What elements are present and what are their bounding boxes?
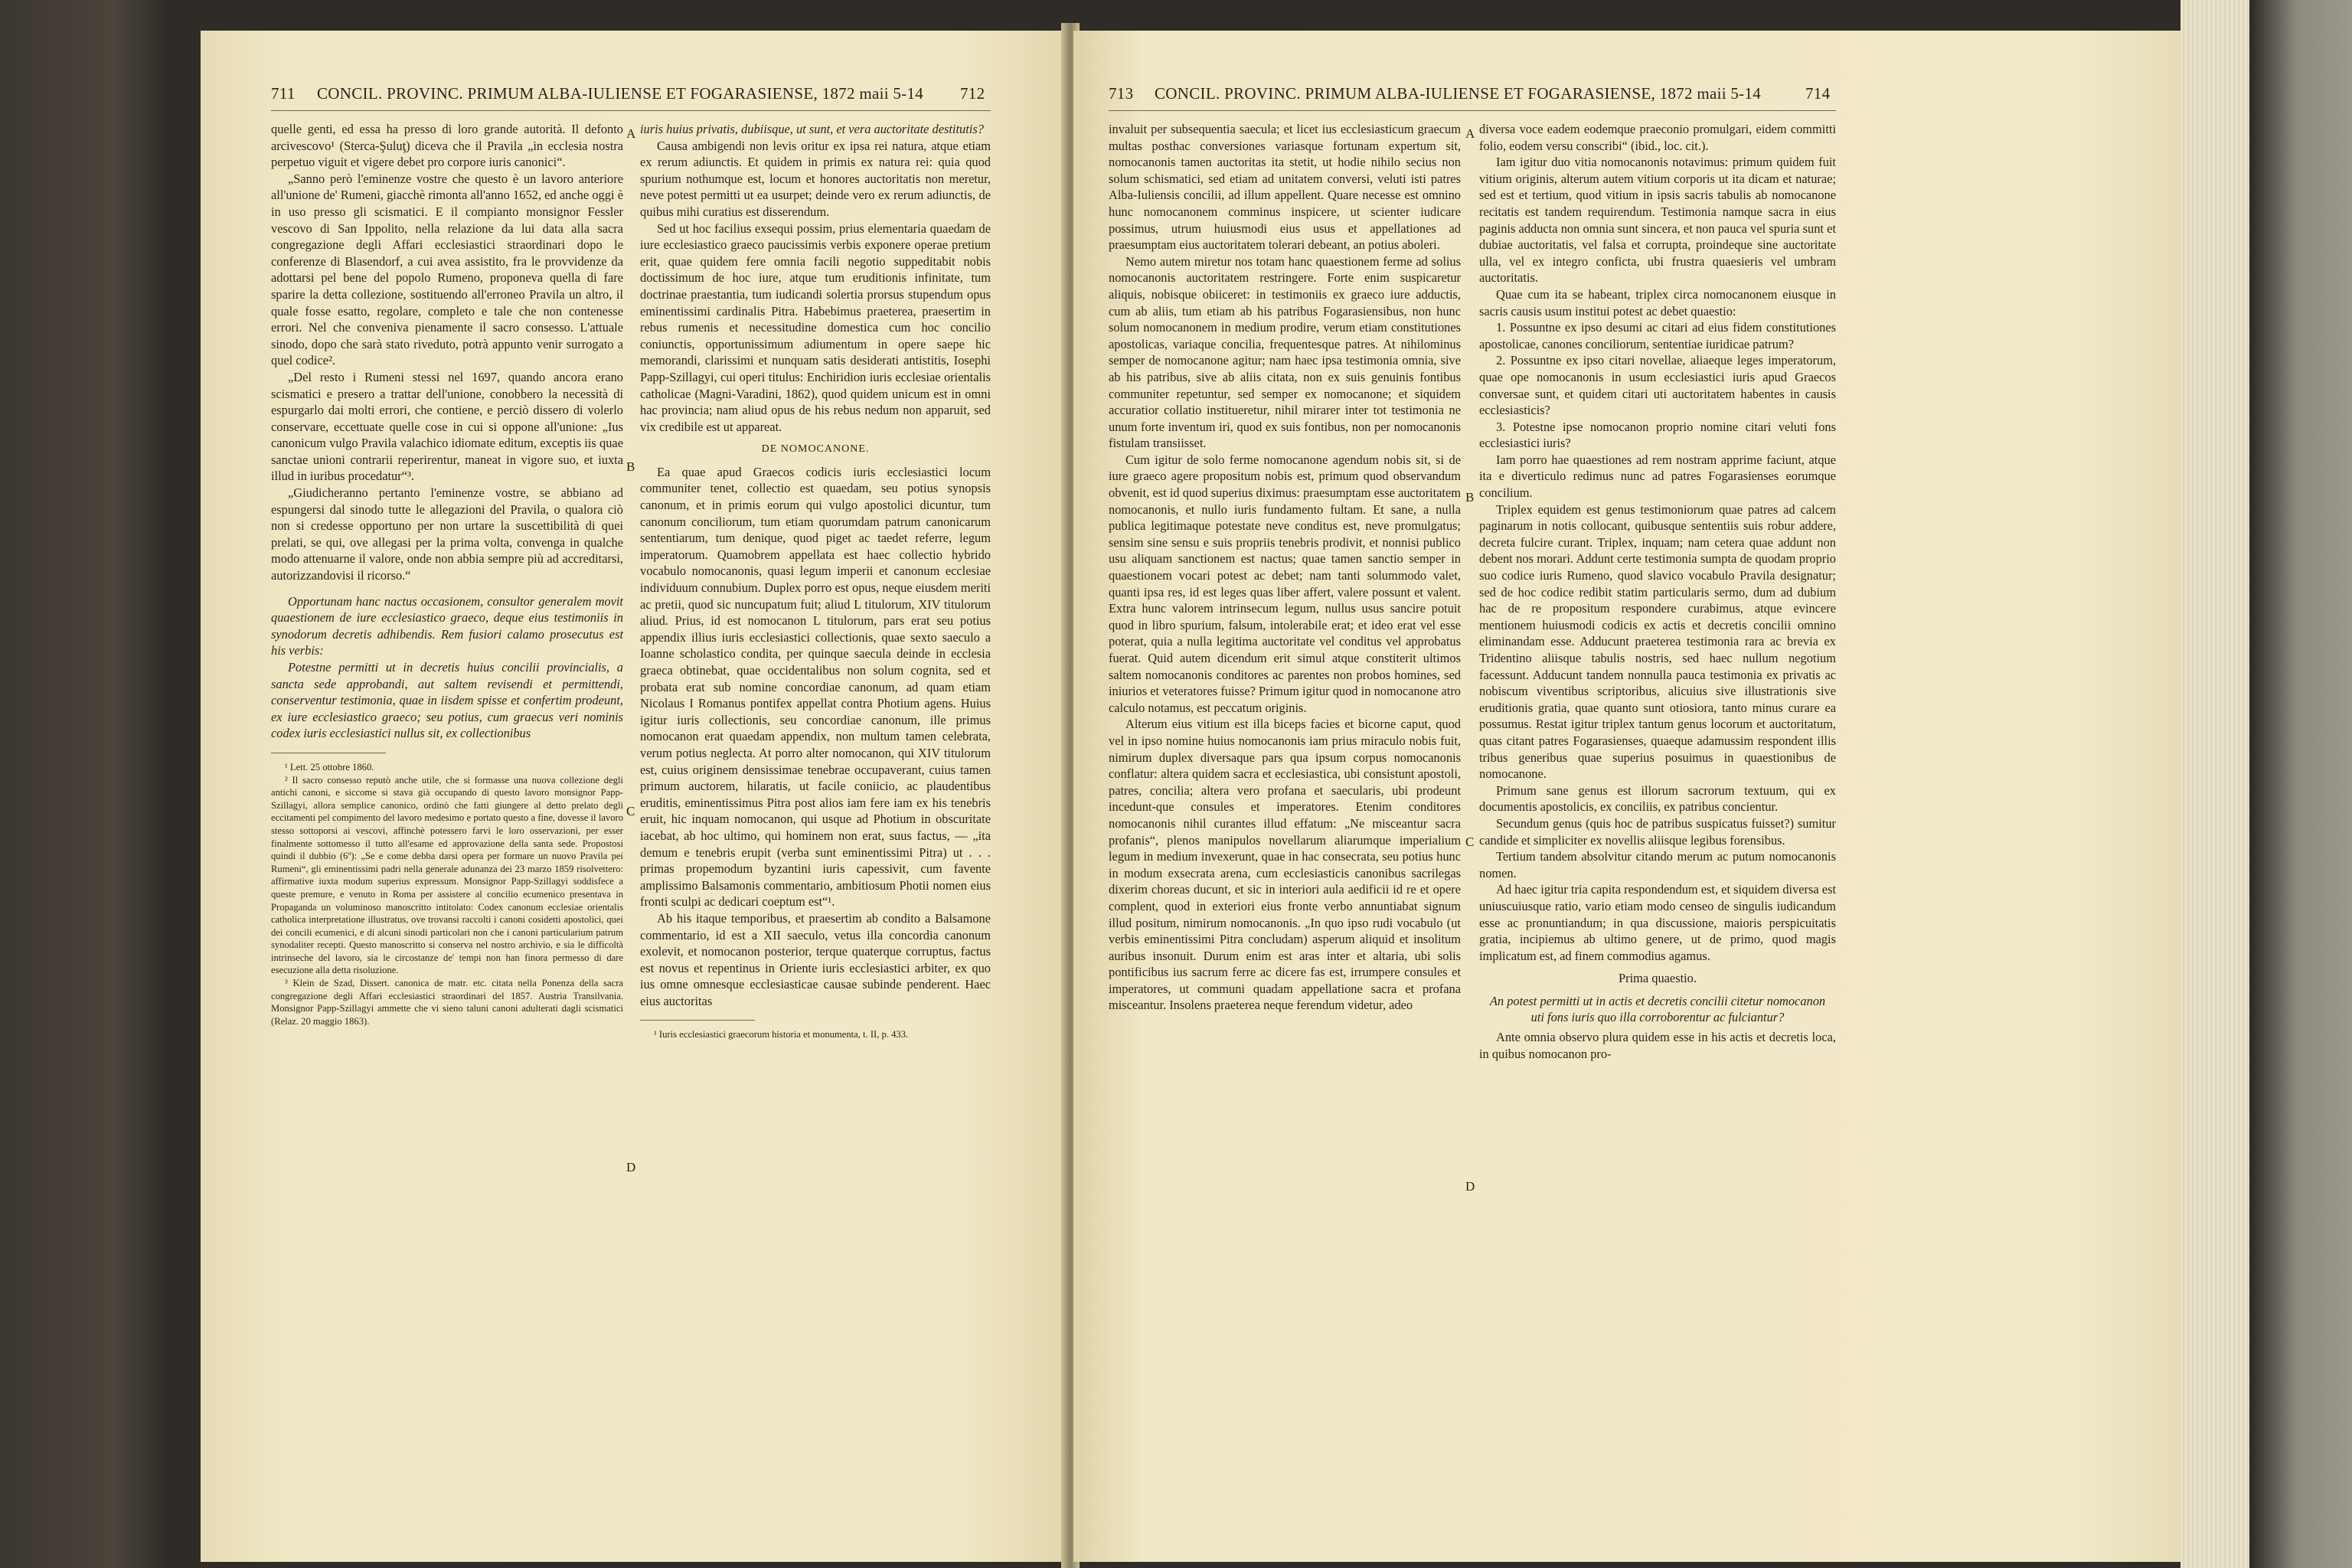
left-page-column-1 [271, 121, 623, 1545]
left-page [201, 31, 1064, 1562]
paragraph: „Sanno però l'eminenze vostre che questo è un lavoro anteriore all'unione de' Rumeni, giacchè rimonta all'anno 1652, ed anche oggi è in uso presso gli scismatici. E il compianto monsignor Fessler vescovo di San Ippolito, nella relazione da lui data alla sacra congregazione degli Affari ecclesiastici straordinari dopo le conferenze di Blasendorf, a cui avea assistito, fra le provvidenze da adottarsi pel bene del popolo Rumeno, proponeva quella di fare sparire la detta collezione, sostituendo all'erroneo Pravila un altro, il quale fosse esatto, regolare, completo e tale che non contenesse errori. Nel che conveniva pienamente il sacro consesso. L'attuale sinodo, dopo che sarà stato riveduto, potrà appunto venir surrogato a quel codice². [271, 171, 623, 368]
paragraph: Nemo autem miretur nos totam hanc quaestionem ferme ad solius nomocanonis auctoritatem restringere. Forte enim suspicaretur aliquis, nobisque obiiceret: in testimoniis ex graeco iure adductis, cum ab aliis, tum etiam ab his patribus Fogarasiensibus, non hunc solum nomocanonem in medium prodire, verum etiam constitutiones apostolicas, variaque concilia, frequentesque patres. At nihilominus semper de nomocanone agitur; nam haec ipsa testimonia omnia, sive ab his patribus, sive ab aliis citata, non ex suis genuinis fontibus communiter repetuntur, sed semper ex nomocanone; et siquidem accuratior collatio institueretur, nihil mirarer inter tot testimonia ne unum forte inventum iri, quod ex suis fontibus, non per nomocanonis fistulam transiisset. [1109, 253, 1461, 451]
paragraph: Opportunam hanc nactus occasionem, consultor generalem movit quaestionem de iure ecclesiastico graeco, deque eius testimoniis in synodorum decretis adhibendis. Rem fusiori calamo prosecutus est his verbis: [271, 593, 623, 658]
paragraph: diversa voce eadem eodemque praeconio promulgari, eidem committi folio, eodem versu conscribi“ (ibid., loc. cit.). [1479, 122, 1836, 153]
paragraph: „Del resto i Rumeni stessi nel 1697, quando ancora erano scismatici e presero a trattar dell'unione, conobbero la necessità di espurgarlo dai molti errori, che contiene, e perciò dissero di volerlo conservare, eccettuate quelle cose in cui si oppone all'unione: „Ius canonicum vulgo Pravila valachico idiomate editum, exceptis iis quae sanctae unioni contrarii reperirentur, maneat in vigore suo, et iuxta illud in iuribus procedatur“³. [271, 369, 623, 484]
paragraph: Alterum eius vitium est illa biceps facies et bicorne caput, quod vel in ipso nomine huius nomocanonis iam prius miraculo nobis fuit, nimirum duplex diversaque pars qua ipsum corpus nomocanonis conflatur: altera quidem sacra et ecclesiastica, ubi consistunt apostoli, patres, concilia; altera vero profana et saecularis, ubi prodeunt incedunt-que consules et imperatores. Etenim conditores nomocanonis nihil curantes illud effatum: „Ne misceantur sacra profanis“, plenos manipulos novellarum aliarumque imperialium legum in medium invexerunt, quae in hac consecrata, seu potius hunc in modum exsecrata arena, cum ecclesiasticis canonibus sacrilegas dixerim choreas ducunt, et sic in interiori aula aedificii id re et opere complent, quod in exteriori eius fronte verbo annuntiabat signum illud positum, nimirum nomocanonis. „In quo ipso rudi vocabulo (ut verbis eminentissimi Pitra concludam) asperum aliquid et insolitum auribus insonuit. Durum enim est aras inter et altaria, ubi solis pontificibus ius sacrum ferre ac dicere fas est, irrumpere consules et imperatores, ut communi quadam appellatione sacra et profana misceantur. Insolens praeterea neque ferendum videtur, adeo [1109, 717, 1461, 1013]
page-number: 712 [960, 84, 985, 103]
column-text [271, 121, 623, 584]
column-text [1109, 121, 1461, 1014]
margin-letter: B [626, 459, 635, 474]
column-text [640, 464, 991, 1010]
margin-letter: C [1465, 835, 1475, 849]
left-page-column-2 [640, 121, 991, 1545]
right-page [1073, 31, 2180, 1562]
page-number: 714 [1805, 84, 1831, 103]
margin-letter: D [1465, 1179, 1475, 1194]
paragraph: Causa ambigendi non levis oritur ex ipsa rei natura, atque etiam ex rerum adiunctis. Et quidem in primis ex natura rei: quia quod spurium nothumque est, locum et honores auctoritatis non meretur, neve potest permitti ut ea usurpet; deinde vero ex rerum adiunctis, de quibus mihi curatius est disserendum. [640, 138, 991, 219]
paragraph: Ab his itaque temporibus, et praesertim ab condito a Balsamone commentario, id est a XII saeculo, vetus illa concordia canonum exolevit, et nomocanon posterior, terque quaterque corruptus, factus est novus et repentinus in Oriente iuris ecclesiastici arbiter, ex quo ius omne omnesque ecclesiasticae causae subinde penderent. Haec eius auctoritas [640, 910, 991, 1008]
paragraph: „Giudicheranno pertanto l'eminenze vostre, se abbiano ad espungersi dal sinodo tutte le allegazioni del Pravila, o qualora ciò non si credesse opportuno per non urtare la suscettibilità di quei prelati, se qui, ove allegasi per la prima volta, convenga in qualche modo attenuarne il valore, onde non abbia sempre più ad accreditarsi, autorizzandovisi il ricorso.“ [271, 485, 623, 583]
paragraph: Primum sane genus est illorum sacrorum textuum, qui ex documentis apostolicis, ex conciliis, ex patribus concientur. [1479, 782, 1836, 815]
section-heading: DE NOMOCANONE. [761, 443, 870, 456]
left-running-head [271, 84, 991, 112]
paragraph: Ad haec igitur tria capita respondendum est, et siquidem diversa est uniuscuiusque ratio, vario etiam modo censeo de singulis iudicandum esse ac pronuntiandum; in qua discussione, maioris perspicuitatis gratia, incipiemus ab ultimo genere, ut de primo, quod magis implicatum est, ad finem commodius agamus. [1479, 882, 1836, 963]
column-text [1479, 1029, 1836, 1062]
footnotes [271, 761, 623, 1027]
margin-letter: C [626, 804, 635, 818]
paragraph: Tertium tandem absolvitur citando merum ac putum nomocanonis nomen. [1479, 849, 1836, 880]
paragraph: Quae cum ita se habeant, triplex circa nomocanonem eiusque in sacris causis usum institui potest ac debet quaestio: [1479, 286, 1836, 318]
margin-letter: A [626, 126, 636, 141]
page-number: 713 [1109, 84, 1134, 103]
paragraph: Potestne permitti ut in decretis huius concilii provincialis, a sancta sede approbandi, aut saltem revisendi et permittendi, conserventur testimonia, quae in iisdem spisse et confertim prodeunt, ex iure ecclesiastico graeco; seu potius, cum graecus veri nominis codex iuris ecclesiastici nullus sit, ex collectionibus [271, 660, 623, 741]
footnotes [640, 1028, 991, 1041]
head-rule [271, 110, 991, 111]
paragraph: ² Il sacro consesso reputò anche utile, che si formasse una nuova collezione degli antichi canoni, e siccome si stava già occupando di questo lavoro monsignor Papp-Szillagyi, allora semplice canonico, ordinò che fatti giungere al detto prelato degli eccitamenti pel compimento del lavoro medesimo e portato questo a fine, dovesse il lavoro stesso sottoporsi ai vescovi, affinchè potessero farvi le loro osservazioni, per esser finalmente sottomesso il tutto all'esame ed approvazione della santa sede. Propostosi quindi il dubbio (6º): „Se e come debba darsi opera per formare un nuovo Pravila pei Rumeni“, gli eminentissimi padri nella generale adunanza dei 23 marzo 1859 risolvettero: affirmative iuxta modum superius expressum. Monsignor Papp-Szillagyi soddisfece a queste premure, e venuto in Roma per assistere al concilio ecumenico presentava in Propaganda un voluminoso manoscritto intitolato: Codex canonum ecclesiae orientalis catholica interpretatione illustratus, ove trovansi raccolti i canoni cosidetti apostolici, quei dei concili ecumenici, e di alcuni sinodi particolari non che i canoni particularium patrum synodaliter recepti. Questo manoscritto si conserva nel nostro archivio, e sia le difficoltà intrinseche del lavoro, sia le circostanze de' tempi non han finora permesso di dare esecuzione alla detta risoluzione. [271, 774, 623, 976]
margin-letter: D [626, 1160, 636, 1174]
footnote-rule [640, 1020, 755, 1021]
paragraph: iuris huius privatis, dubiisque, ut sunt, et vera auctoritate destitutis? [640, 122, 984, 136]
right-page-column-1 [1109, 121, 1461, 1545]
paragraph: Triplex equidem est genus testimoniorum quae patres ad calcem paginarum in notis collocant, quibusque sententiis suis robur addere, decreta fulcire curant. Triplex, inquam; nam cetera quae addunt non debent nos morari. Addunt certe testimonia sumpta de quodam proprio suo codice iuris Rumeno, quod slavico vocabulo Pravila designatur; sed de hoc codice redibit statim particularis sermo, dum ad dubium hac de re propositum respondere curabimus, atque evincere mentionem huiusmodi codicis ex actis et decretis concilii omnino eliminandam esse. Adducunt praeterea testimonia rara ac brevia ex Tridentino aliisque tabulis nostris, sed haec nullum negotium facessunt. Adducunt tandem nonnulla pauca testimonia ex privatis ac nobiscum viventibus scriptoribus, alicuius sive illustrationis sive eruditionis gratia, quae quanto sunt otiosiora, tanto minus curare ea possumus. Restat igitur triplex tantum genus locorum et auctoritatum, quas citant patres Fogarasienses, quaeque adamussim respondent illis tribus generibus quae superius posuimus in quaestionibus de nomocanone. [1479, 501, 1836, 782]
right-page-column-2 [1479, 121, 1836, 1545]
paragraph: Iam igitur duo vitia nomocanonis notavimus: primum quidem fuit vitium originis, alterum autem vitium corporis ut ita dicam et naturae; sed est et tertium, quod vitium in ipsis sacris tabulis ab nomocanone recitatis est tandem requirendum. Testimonia namque sacra in eius paginis adducta non omnia sunt sincera, et non pauca vel spuria sunt et dubiae auctoritatis, vel falsa et corrupta, proindeque sine auctoritate ulla, vel ex integro conficta, ubi frustra quaesieris vel umbram auctoritatis. [1479, 155, 1836, 286]
paragraph: Sed ut hoc facilius exsequi possim, prius elementaria quaedam de iure ecclesiastico graeco paucissimis verbis exponere operae pretium erit, quae quidem fere omnia facili negotio suppeditabit nobis doctissimum de hoc iure, atque tum eruditionis infinitate, tum doctrinae praestantia, tum iudicandi solertia prorsus stupendum opus eminentissimi cardinalis Pitra. Habebimus praeterea, praesertim in rebus rumenis et necessitudine domestica cum hoc concilio coniunctis, opportunissimum adiumentum in opere saepe hic memorandi, clarissimi et nunquam satis desiderati antistitis, Iosephi Papp-Szillagyi, cui operi titulus: Enchiridion iuris ecclesiae orientalis catholicae (Magni-Varadini, 1862), quod quidem unicum est in omni hac provincia; nam aliud opus de his rebus nedum non apparuit, sed vix credibile est ut appareat. [640, 220, 991, 434]
running-title: CONCIL. PROVINC. PRIMUM ALBA-IULIENSE ET FOGARASIENSE, 1872 maii 5-14 [317, 84, 924, 103]
paragraph: 3. Potestne ipse nomocanon proprio nomine citari veluti fons ecclesiastici iuris? [1479, 419, 1836, 451]
column-text [640, 121, 991, 435]
paragraph: ¹ Lett. 25 ottobre 1860. [285, 761, 374, 773]
section-heading: Prima quaestio. [1619, 971, 1697, 986]
paragraph: 2. Possuntne ex ipso citari novellae, aliaeque leges imperatorum, quae ope nomocanonis in usum ecclesiastici iuris apud Graecos conversae sunt, et quidem citari uti auctoritatem habentes in causis ecclesiasticis? [1479, 353, 1836, 418]
margin-letter: B [1465, 490, 1475, 505]
running-title: CONCIL. PROVINC. PRIMUM ALBA-IULIENSE ET FOGARASIENSE, 1872 maii 5-14 [1155, 84, 1762, 103]
margin-letter: A [1465, 126, 1475, 141]
paragraph: ³ Klein de Szad, Dissert. canonica de matr. etc. citata nella Ponenza della sacra congregazione degli Affari ecclesiastici straordinari del 1857. Austria Transilvania. Monsignor Papp-Szillagyi ammette che vi sieno taluni canoni adulterati dagli scismatici (Relaz. 20 maggio 1863). [271, 978, 623, 1027]
paragraph: quelle genti, ed essa ha presso di loro grande autorità. Il defonto arcivescovo¹ (Sterca-Şuluţ) diceva che il Pravila „in ecclesia nostra perpetuo viguit et vigere debet pro corpore iuris canonici“. [271, 122, 623, 170]
paragraph: Iam porro hae quaestiones ad rem nostram apprime faciunt, atque ita e diverticulo redimus nunc ad patres Fogarasienses eorumque concilium. [1479, 452, 1836, 501]
paragraph: Ea quae apud Graecos codicis iuris ecclesiastici locum communiter tenet, collectio est quaedam, seu potius synopsis canonum, et in primis eorum qui vulgo apostolici dicuntur, tum canonum conciliorum, tum etiam quorumdam patrum canonicarum sententiarum, tum denique, quod piget ac taedet referre, legum imperatorum. Quamobrem appellata est haec collectio hybrido vocabulo nomocanonis, quasi legum imperii et canonum ecclesiae individuum connubium. Duplex porro est opus, neque eiusdem meriti ac pretii, quod sic nuncupatum fuit; aliud L titulorum, XIV titulorum aliud. Prius, id est nomocanon L titulorum, pars erat seu potius appendix illius iuris ecclesiastici collectionis, quae sexto saeculo a Ioanne scholastico condita, per quinque saecula deinde in ecclesia graeca obtinebat, quae occidentalibus non solum cognita, sed et probata erat sub nomine concordiae canonum, ad quam etiam Nicolaus I Romanus pontifex appellat contra Photium agens. Huius igitur iuris collectionis, seu concordiae canonum, ille primus nomocanon erat quaedam appendix, non multum tamen celebrata, verum potius neglecta. At porro alter nomocanon, qui XIV titulorum est, cuius originem densissimae tenebrae occupaverant, cuius tamen primum auctorem, hilaratis, ut facile coniicio, ac plaudentibus eruditis, eminentissimus Pitra post alios iam fere iam ex his tenebris eruit, hic inquam nomocanon, qui usque ad Photium in obscuritate iacebat, ab hoc ultimo, qui hominem non erat, suus factus, — „ita demum e tenebris erupit (verba sunt eminentissimi Pitra) ut . . . primas propemodum byzantini iuris capessivit, cum favente amplissimo Balsamonis commentario, ambitiosum Photii nomen eius fronti sculpi ac dedicari coeptum est“¹. [640, 464, 991, 910]
paragraph: Cum igitur de solo ferme nomocanone agendum nobis sit, si de iure graeco agere propositum nobis est, primum quod observandum obvenit, est id quod superius diximus: praesumptam esse auctoritatem nomocanonis, et nullo iuris fundamento fultam. Et sane, a nulla publica legitimaque potestate neve conditus est, neve promulgatus; sensim sine sensu e suis propriis tenebris prodivit, et nonnisi publico usu aliquam sanctionem est nactus; quae tamen sanctio semper in quaestionem vocari potest ac debet; nam tanti solummodo valet, quanti ipsa res, id est leges quas liber affert, valere possunt et valent. Extra hunc valorem intrinsecum legum, nullus usus sancire potuit quod in libro spurium, falsum, intolerabile erat; et ideo erat vel esse poterat, quia a nulla legitima auctoritate vel conditus vel approbatus fuerat. Quid autem dicendum erit simul atque constiterit ultimos saltem nomocanonis conditores ac parentes non probos homines, sed iniurios et veteratores fuisse? Primum igitur quod in nomocanone atro calculo notamus, est peccatum originis. [1109, 452, 1461, 715]
right-running-head [1109, 84, 1836, 112]
question-heading: An potest permitti ut in actis et decretis concilii citetur nomocanon uti fons iuris quo illa corroborentur ac fulciantur? [1489, 993, 1826, 1025]
paragraph: 1. Possuntne ex ipso desumi ac citari ad eius fidem constitutiones apostolicae, canones conciliorum, sententiae iuridicae patrum? [1479, 320, 1836, 351]
paragraph: Ante omnia observo plura quidem esse in his actis et decretis loca, in quibus nomocanon pro- [1479, 1030, 1836, 1061]
paragraph: invaluit per subsequentia saecula; et licet ius ecclesiasticum graecum multas posthac conversiones variasque fortunam expertum sit, nomocanonis tamen auctoritas ita stetit, ut hodie nihilo secius non solum schismatici, sed etiam ad unitatem conversi, veluti isti patres Alba-Iuliensis concilii, ad illum appellent. Quare necesse est omnino hunc nomocanonem comminus inspicere, ut scienter iudicare possimus, utrum huiusmodi eius usus et appellationes ad praesumptam eius auctoritatem tolerari debeant, an potius aboleri. [1109, 122, 1461, 253]
page-number: 711 [271, 84, 296, 103]
head-rule [1109, 110, 1836, 111]
paragraph: ¹ Iuris ecclesiastici graecorum historia et monumenta, t. II, p. 433. [654, 1029, 909, 1040]
column-text [1479, 121, 1836, 964]
italic-question-text [271, 593, 623, 742]
paragraph: Secundum genus (quis hoc de patribus suspicatus fuisset?) sumitur candide et simpliciter ex novellis aliisque legibus forensibus. [1479, 815, 1836, 848]
book-fore-edge [2180, 0, 2249, 1568]
